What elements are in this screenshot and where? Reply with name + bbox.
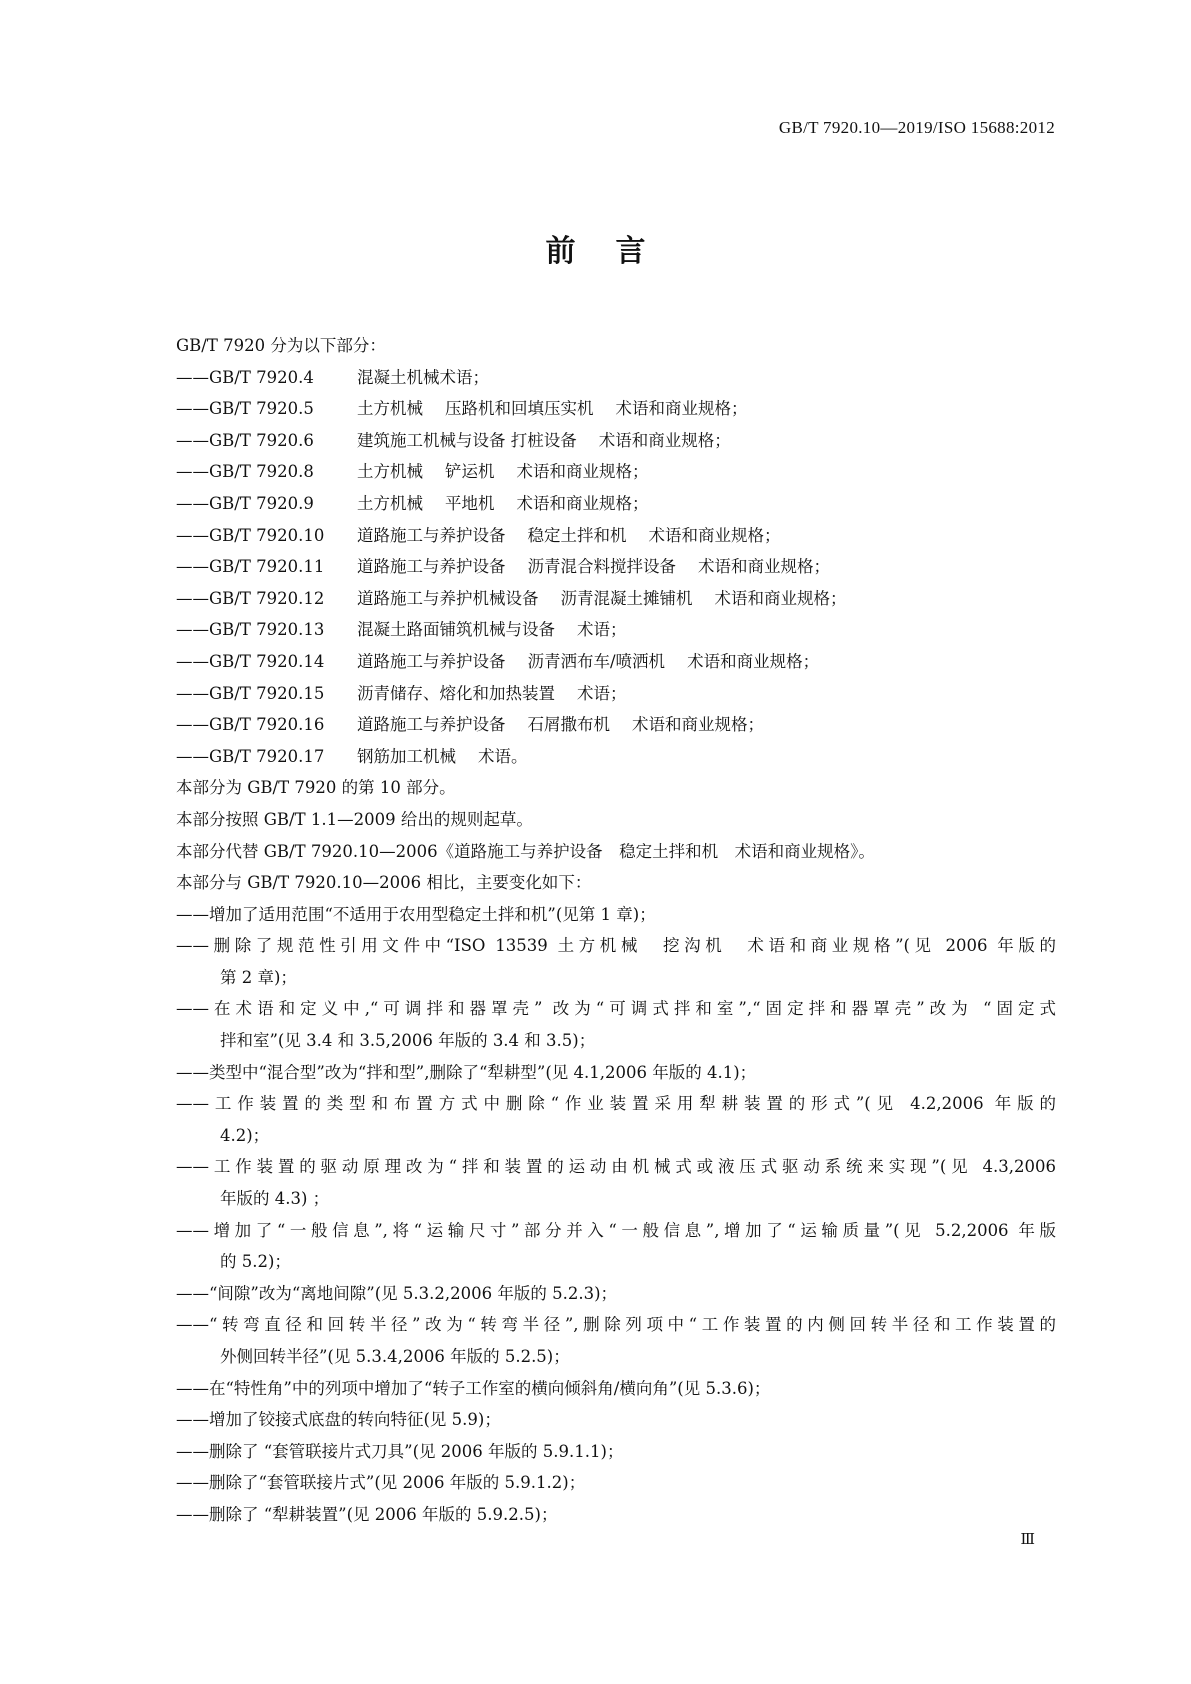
dash-marker: ——	[176, 904, 209, 924]
part-item	[176, 614, 1056, 646]
change-text: 增加了铰接式底盘的转向特征(见 5.9)；	[209, 1410, 501, 1430]
dash-marker: ——	[176, 525, 209, 545]
change-text: 删除了 “犁耕装置”(见 2006 年版的 5.9.2.5)；	[209, 1504, 558, 1524]
change-first-line	[176, 1436, 1056, 1468]
part-title-segment: 混凝土路面铺筑机械与设备	[357, 620, 555, 640]
part-item	[176, 678, 1056, 710]
part-code: GB/T 7920.15	[209, 683, 325, 703]
part-title-segment: 建筑施工机械与设备 打桩设备	[357, 430, 577, 450]
change-item	[176, 1373, 1056, 1405]
part-title-segment: 铲运机	[445, 462, 495, 482]
change-first-line	[176, 1057, 1056, 1089]
change-first-line	[176, 899, 1056, 931]
dash-marker: ——	[176, 999, 209, 1019]
part-item	[176, 551, 1056, 583]
change-item	[176, 930, 1056, 993]
part-item	[176, 362, 1056, 394]
part-title-segment: 道路施工与养护设备	[357, 557, 506, 577]
part-code: GB/T 7920.14	[209, 651, 325, 671]
dash-marker: ——	[176, 430, 209, 450]
dash-marker: ——	[176, 746, 209, 766]
part-code: GB/T 7920.13	[209, 620, 325, 640]
part-item	[176, 741, 1056, 773]
change-text: 工作装置的类型和布置方式中删除“作业装置采用犁耕装置的形式”(见 4.2,2006 年版的	[209, 1094, 1056, 1114]
change-item	[176, 1467, 1056, 1499]
part-title-segment: 术语和商业规格；	[516, 493, 649, 513]
change-first-line	[176, 1467, 1056, 1499]
part-title-segment: 术语和商业规格；	[615, 399, 748, 419]
change-text: 在“特性角”中的列项中增加了“转子工作室的横向倾斜角/横向角”(见 5.3.6)；	[209, 1378, 771, 1398]
part-item	[176, 583, 1056, 615]
part-code: GB/T 7920.6	[209, 430, 314, 450]
dash-marker: ——	[176, 462, 209, 482]
part-title-segment: 术语。	[478, 746, 528, 766]
dash-marker: ——	[176, 1410, 209, 1430]
part-title-segment: 道路施工与养护设备	[357, 715, 506, 735]
change-text: 删除了规范性引用文件中“ISO 13539 土方机械 挖沟机 术语和商业规格”(见 2006 年版的	[209, 936, 1056, 956]
part-code: GB/T 7920.8	[209, 462, 314, 482]
part-title-segment: 混凝土机械术语；	[357, 367, 489, 387]
part-code: GB/T 7920.12	[209, 588, 325, 608]
part-item	[176, 488, 1056, 520]
change-text: 类型中“混合型”改为“拌和型”,删除了“犁耕型”(见 4.1,2006 年版的 4.1)；	[209, 1062, 757, 1082]
part-item	[176, 456, 1056, 488]
change-text: “转弯直径和回转半径”改为“转弯半径”,删除列项中“工作装置的内侧回转半径和工作装置的	[209, 1315, 1056, 1335]
paragraph: 本部分代替 GB/T 7920.10—2006《道路施工与养护设备 稳定土拌和机 术语和商业规格》。	[176, 841, 875, 861]
part-title-segment: 石屑撒布机	[527, 715, 610, 735]
part-title-segment: 道路施工与养护设备	[357, 651, 506, 671]
change-item	[176, 1309, 1056, 1372]
paragraph: 本部分与 GB/T 7920.10—2006 相比，主要变化如下：	[176, 873, 592, 893]
change-first-line	[176, 1088, 1056, 1120]
dash-marker: ——	[176, 651, 209, 671]
change-text: “间隙”改为“离地间隙”(见 5.3.2,2006 年版的 5.2.3)；	[209, 1283, 618, 1303]
part-title-segment: 沥青储存、熔化和加热装置	[357, 683, 555, 703]
paragraph: 本部分按照 GB/T 1.1—2009 给出的规则起草。	[176, 809, 533, 829]
part-title-segment: 沥青混合料搅拌设备	[527, 557, 676, 577]
change-continuation: 第 2 章)；	[220, 967, 297, 987]
paragraphs	[176, 772, 1056, 898]
part-title-segment: 术语和商业规格；	[687, 651, 820, 671]
dash-marker: ——	[176, 1378, 209, 1398]
change-first-line	[176, 1278, 1056, 1310]
part-title-segment: 土方机械	[357, 493, 423, 513]
dash-marker: ——	[176, 936, 209, 956]
dash-marker: ——	[176, 588, 209, 608]
change-text: 工作装置的驱动原理改为“拌和装置的运动由机械式或液压式驱动系统来实现”(见 4.3,2006	[209, 1157, 1056, 1177]
change-first-line	[176, 1499, 1056, 1531]
part-item	[176, 393, 1056, 425]
dash-marker: ——	[176, 399, 209, 419]
part-code: GB/T 7920.5	[209, 399, 314, 419]
change-first-line	[176, 1151, 1056, 1183]
part-title-segment: 术语；	[577, 683, 627, 703]
dash-marker: ——	[176, 557, 209, 577]
change-item	[176, 1151, 1056, 1214]
part-title-segment: 道路施工与养护机械设备	[357, 588, 539, 608]
dash-marker: ——	[176, 1220, 209, 1240]
change-text: 增加了适用范围“不适用于农用型稳定土拌和机”(见第 1 章)；	[209, 904, 656, 924]
change-text: 增加了“一般信息”,将“运输尺寸”部分并入“一般信息”,增加了“运输质量”(见 5.2,2006 年版	[209, 1220, 1056, 1240]
change-item	[176, 899, 1056, 931]
dash-marker: ——	[176, 683, 209, 703]
change-item	[176, 1404, 1056, 1436]
part-item	[176, 646, 1056, 678]
change-item	[176, 1278, 1056, 1310]
change-item	[176, 993, 1056, 1056]
page-title: 前言	[545, 234, 686, 269]
dash-marker: ——	[176, 1473, 209, 1493]
change-first-line	[176, 1404, 1056, 1436]
change-item	[176, 1215, 1056, 1278]
change-item	[176, 1057, 1056, 1089]
change-first-line	[176, 1373, 1056, 1405]
document-body	[176, 330, 1056, 1531]
change-item	[176, 1499, 1056, 1531]
part-title-segment: 术语和商业规格；	[598, 430, 731, 450]
part-code: GB/T 7920.10	[209, 525, 325, 545]
dash-marker: ——	[176, 1504, 209, 1524]
part-title-segment: 沥青混凝土摊铺机	[560, 588, 693, 608]
page-number: Ⅲ	[1020, 1532, 1035, 1548]
change-continuation: 拌和室”(见 3.4 和 3.5,2006 年版的 3.4 和 3.5)；	[220, 1031, 596, 1051]
change-text: 删除了 “套管联接片式刀具”(见 2006 年版的 5.9.1.1)；	[209, 1441, 624, 1461]
part-title-segment: 平地机	[445, 493, 495, 513]
change-continuation: 的 5.2)；	[220, 1252, 291, 1272]
change-text: 在术语和定义中,“可调拌和器罩壳” 改为“可调式拌和室”,“固定拌和器罩壳”改为 “固定式	[209, 999, 1056, 1019]
part-title-segment: 术语和商业规格；	[698, 557, 830, 577]
part-title-segment: 钢筋加工机械	[357, 746, 456, 766]
part-code: GB/T 7920.16	[209, 715, 325, 735]
change-first-line	[176, 1215, 1056, 1247]
change-continuation: 4.2)；	[220, 1125, 270, 1145]
part-title-segment: 术语和商业规格；	[714, 588, 847, 608]
dash-marker: ——	[176, 1157, 209, 1177]
dash-marker: ——	[176, 620, 209, 640]
part-title-segment: 压路机和回填压实机	[445, 399, 594, 419]
parts-list	[176, 362, 1056, 773]
part-code: GB/T 7920.17	[209, 746, 325, 766]
change-first-line	[176, 993, 1056, 1025]
parts-intro: GB/T 7920 分为以下部分：	[176, 336, 386, 355]
part-title-segment: 术语和商业规格；	[648, 525, 781, 545]
part-code: GB/T 7920.11	[209, 557, 325, 577]
part-item	[176, 520, 1056, 552]
part-title-segment: 道路施工与养护设备	[357, 525, 506, 545]
part-title-segment: 术语；	[577, 620, 627, 640]
paragraph: 本部分为 GB/T 7920 的第 10 部分。	[176, 778, 456, 798]
dash-marker: ——	[176, 1094, 209, 1114]
dash-marker: ——	[176, 1283, 209, 1303]
part-title-segment: 术语和商业规格；	[516, 462, 649, 482]
dash-marker: ——	[176, 1441, 209, 1461]
change-text: 删除了“套管联接片式”(见 2006 年版的 5.9.1.2)；	[209, 1473, 586, 1493]
part-item	[176, 425, 1056, 457]
dash-marker: ——	[176, 1062, 209, 1082]
dash-marker: ——	[176, 493, 209, 513]
part-title-segment: 稳定土拌和机	[527, 525, 627, 545]
change-continuation: 年版的 4.3) ；	[220, 1189, 330, 1209]
part-title-segment: 沥青洒布车/喷洒机	[527, 651, 666, 671]
change-first-line	[176, 930, 1056, 962]
changes-list	[176, 899, 1056, 1531]
part-title-segment: 土方机械	[357, 462, 423, 482]
part-item	[176, 709, 1056, 741]
part-title-segment: 土方机械	[357, 399, 423, 419]
part-title-segment: 术语和商业规格；	[632, 715, 764, 735]
dash-marker: ——	[176, 367, 209, 387]
change-item	[176, 1436, 1056, 1468]
part-code: GB/T 7920.9	[209, 493, 314, 513]
change-item	[176, 1088, 1056, 1151]
change-first-line	[176, 1309, 1056, 1341]
part-code: GB/T 7920.4	[209, 367, 314, 387]
standard-number-header: GB/T 7920.10—2019/ISO 15688:2012	[778, 118, 1055, 137]
dash-marker: ——	[176, 715, 209, 735]
dash-marker: ——	[176, 1315, 209, 1335]
change-continuation: 外侧回转半径”(见 5.3.4,2006 年版的 5.2.5)；	[220, 1347, 570, 1366]
